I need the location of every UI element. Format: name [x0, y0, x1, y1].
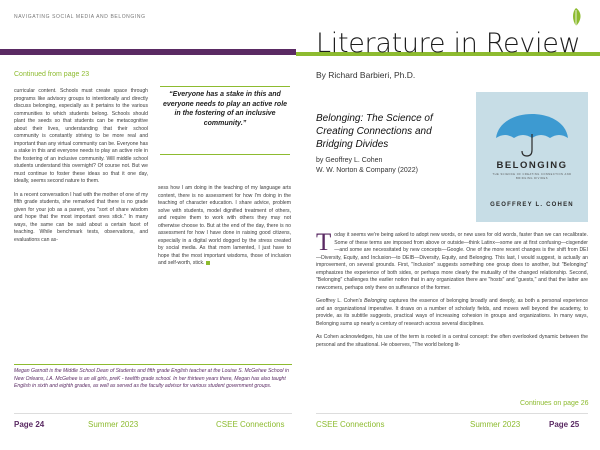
author-bio: Megan Garnott is the Middle School Dean of Students and fifth grade English teacher at the Louise S. McGehee School in New Orleans, LA. McGehee is an all girls, preK - twelfth grade school. In her thirteen years there, Megan has also taught English in sixth and eighth grades, as well as served as the faculty advisor for various student government groups. [14, 368, 289, 390]
leaf-icon [566, 6, 586, 28]
purple-header-bar [0, 49, 296, 55]
byline: By Richard Barbieri, Ph.D. [316, 70, 416, 80]
bio-rule [14, 364, 292, 365]
review-paragraph-2-book: Belonging [364, 298, 387, 304]
col2-paragraph: sess how I am doing in the teaching of my language arts content, there is no assessment for how I'm doing in the teaching of character education. I share advice, problem solve with students, model dignified treatment of others, and require them to work with others they may not otherwise choose to. But at the end of the day, there is no assessment for how I have done in raising good citizens, especially in a digital world dogged by the stress created by social media. As that mom lamented, I just have to hope that the most important wisdoms, those of inclusion and self-worth, stick. [158, 185, 291, 266]
book-publisher: W. W. Norton & Company (2022) [316, 167, 418, 174]
review-paragraph-2-lead: Geoffrey L. Cohen's [316, 298, 365, 304]
cover-title: BELONGING [496, 160, 568, 171]
right-footer-rule [316, 413, 588, 414]
cover-subtitle: THE SCIENCE OF CREATING CONNECTION AND BRIDGING DIVIDES [492, 173, 572, 180]
pullquote: “Everyone has a stake in this and everyone needs to play an active role in the fostering of an inclusive community.” [162, 91, 288, 127]
running-head: NAVIGATING SOCIAL MEDIA AND BELONGING [14, 14, 146, 20]
book-title: Belonging: The Science of Creating Connections and Bridging Divides [316, 113, 433, 150]
left-footer-rule [14, 413, 292, 414]
right-footer-page [549, 420, 579, 429]
review-paragraph-1 [316, 229, 588, 292]
review-paragraph-2 [316, 298, 588, 328]
left-footer-page [14, 420, 44, 429]
drop-cap: T [316, 229, 332, 256]
left-footer-date: Summer 2023 [88, 420, 139, 429]
review-body [316, 229, 589, 355]
left-page-label: Page [14, 420, 34, 429]
continued-from-link[interactable]: Continued from page 23 [14, 71, 90, 78]
umbrella-icon [494, 94, 570, 158]
section-title: Literature in Review [316, 28, 581, 59]
review-paragraph-1-text: oday it seems we're being asked to adopt new words, or new uses for old words, faster than we can recalibrate. Some of these terms are imposed from above or outside—think Latinx—some are at first confusing—cisgender—and some are necessitated by new concepts—Google. One of the more recent changes is the shift from DEI—Diversity, Equity, and Inclusion—to DEIB—Diversity, Equity, and Belonging. This last, I would suggest, is actually an improvement, on several grounds. First, "Inclusion" suggests something one group does to another, but "Belonging" emphasizes the experience of both sides, or perhaps more clearly the mutuality of the changed relationship. Second, "Belonging" challenges the earlier notion that in any organization there are "hosts" and "guests," and that the latter are newcomers, perhaps only there on sufferance of the former. [316, 232, 588, 291]
right-page-number: 25 [570, 420, 580, 429]
book-author: by Geoffrey L. Cohen [316, 157, 383, 164]
pullquote-bottom-rule [160, 154, 290, 155]
left-page-number: 24 [35, 420, 45, 429]
review-paragraph-3: As Cohen acknowledges, his use of the term is rooted in a central concept: the often overlooked dynamic between the personal and the situational. He observes, "The world belong lit- [316, 334, 588, 348]
col1-paragraph-1: curricular content. Schools must create space through programs like advisory groups to intentionally and directly discuss belonging, especially as it pertains to the various communities to which students belong. Schools should plant the seeds so that students can be metacognitive about their lives, understanding that their school community is constantly striving to be more real and important than any virtual community can be. Everyone has a stake in this and everyone needs to play an active role in the fostering of an inclusive community. Will middle school students understand this overnight? Of course not. But we must continue to foster these ideas so that it one day, ideally, seems second nature to them. [14, 88, 148, 184]
cover-author: GEOFFREY L. COHEN [490, 202, 574, 208]
left-footer-pub: CSEE Connections [216, 420, 285, 429]
book-cover [476, 92, 588, 222]
col1-paragraph-2: In a recent conversation I had with the mother of one of my fifth grade students, she remarked that there is no grade given for your job as a parent, you "sort of share wisdom and hope that the most important ones stick." In many ways, the same can be said about a certain facet of teaching. While benchmark tests, observations, and evaluations can as- [14, 191, 148, 243]
pullquote-top-rule [160, 86, 290, 87]
end-of-article-mark [206, 261, 210, 265]
right-footer-date: Summer 2023 [470, 420, 521, 429]
continues-link[interactable]: Continues on page 26 [520, 400, 589, 407]
right-page-label: Page [549, 420, 569, 429]
left-column-1 [14, 88, 148, 250]
left-column-2 [158, 185, 291, 274]
review-paragraph-2-rest: captures the essence of belonging broadly and deeply, as both a personal experience and an organizational imperative. It draws on a number of scholarly fields, and moves well beyond the academy, to provide, as its subtitle suggests, practical ways of increasing cohesion in groups and organizations. In many ways, Belonging sums up nearly a century of research across several disciplines. [316, 298, 589, 327]
right-footer-pub: CSEE Connections [316, 420, 385, 429]
